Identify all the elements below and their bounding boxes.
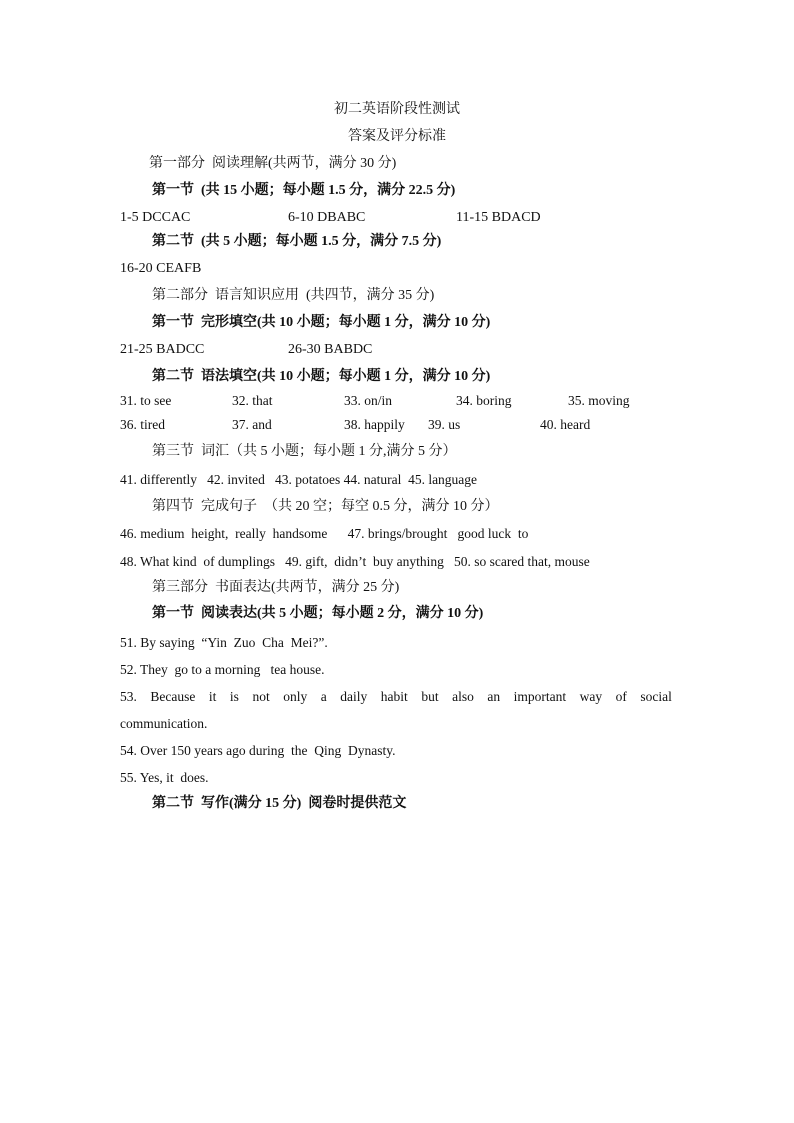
answer-33: 33. on/in [344, 393, 393, 408]
part2-sec1-heading: 第一节 完形填空(共 10 小题；每小题 1 分，满分 10 分) [152, 315, 491, 330]
answer-53-word: important [513, 689, 567, 704]
answer-21-25: 21-25 BADCC [120, 342, 205, 357]
answers-41-45: 41. differently 42. invited 43. potatoes 44. natural 45. language [120, 472, 478, 487]
answers-46-47: 46. medium height, really handsome 47. brings/brought good luck to [120, 526, 529, 541]
answer-53-line1 [120, 690, 672, 704]
document-title: 初二英语阶段性测试 [334, 102, 460, 117]
answer-39: 39. us [428, 417, 461, 432]
part3-sec2-heading: 第二节 写作(满分 15 分) 阅卷时提供范文 [152, 796, 407, 811]
part2-sec4-heading: 第四节 完成句子 （共 20 空；每空 0.5 分，满分 10 分） [152, 499, 499, 514]
answer-6-10: 6-10 DBABC [288, 210, 366, 225]
answer-31: 31. to see [120, 393, 172, 408]
answer-53-word: also [452, 689, 474, 704]
answer-52: 52. They go to a morning tea house. [120, 662, 325, 677]
answer-11-15: 11-15 BDACD [456, 210, 541, 225]
answer-53-word: it [208, 689, 217, 704]
answer-1-5: 1-5 DCCAC [120, 210, 191, 225]
answer-53-word: an [487, 689, 501, 704]
answer-37: 37. and [232, 417, 272, 432]
answer-26-30: 26-30 BABDC [288, 342, 373, 357]
answer-53-word: a [320, 689, 327, 704]
answer-53-word: 53. [120, 689, 137, 704]
answer-53-word: way [579, 689, 603, 704]
document-subtitle: 答案及评分标准 [348, 129, 446, 144]
answer-53-word: but [421, 689, 439, 704]
part2-sec3-heading: 第三节 词汇（共 5 小题；每小题 1 分,满分 5 分） [152, 444, 457, 459]
answer-53-word: is [229, 689, 239, 704]
answer-38: 38. happily [344, 417, 405, 432]
answer-53-line2: communication. [120, 716, 208, 731]
answer-53-word: Because [150, 689, 196, 704]
part2-sec2-heading: 第二节 语法填空(共 10 小题；每小题 1 分，满分 10 分) [152, 369, 491, 384]
part1-heading: 第一部分 阅读理解(共两节，满分 30 分) [149, 156, 397, 171]
answer-55: 55. Yes, it does. [120, 770, 209, 785]
answer-53-word: social [640, 689, 672, 704]
answer-32: 32. that [232, 393, 273, 408]
answers-48-50: 48. What kind of dumplings 49. gift, didn’t buy anything 50. so scared that, mouse [120, 554, 590, 569]
part1-sec2-heading: 第二节 (共 5 小题；每小题 1.5 分，满分 7.5 分) [152, 234, 442, 249]
answer-53-word: not [252, 689, 270, 704]
answer-53-word: of [615, 689, 627, 704]
part1-sec1-heading: 第一节 (共 15 小题；每小题 1.5 分，满分 22.5 分) [152, 183, 456, 198]
answer-16-20: 16-20 CEAFB [120, 261, 202, 276]
answer-51: 51. By saying “Yin Zuo Cha Mei?”. [120, 635, 328, 650]
answer-40: 40. heard [540, 417, 591, 432]
part3-sec1-heading: 第一节 阅读表达(共 5 小题；每小题 2 分，满分 10 分) [152, 606, 484, 621]
answer-35: 35. moving [568, 393, 630, 408]
part3-heading: 第三部分 书面表达(共两节，满分 25 分) [152, 580, 400, 595]
answer-53-word: daily [340, 689, 368, 704]
answer-36: 36. tired [120, 417, 165, 432]
answer-53-word: only [283, 689, 308, 704]
part2-heading: 第二部分 语言知识应用 (共四节，满分 35 分) [152, 288, 435, 303]
answer-53-word: habit [380, 689, 408, 704]
answer-54: 54. Over 150 years ago during the Qing Dynasty. [120, 743, 396, 758]
answer-34: 34. boring [456, 393, 512, 408]
